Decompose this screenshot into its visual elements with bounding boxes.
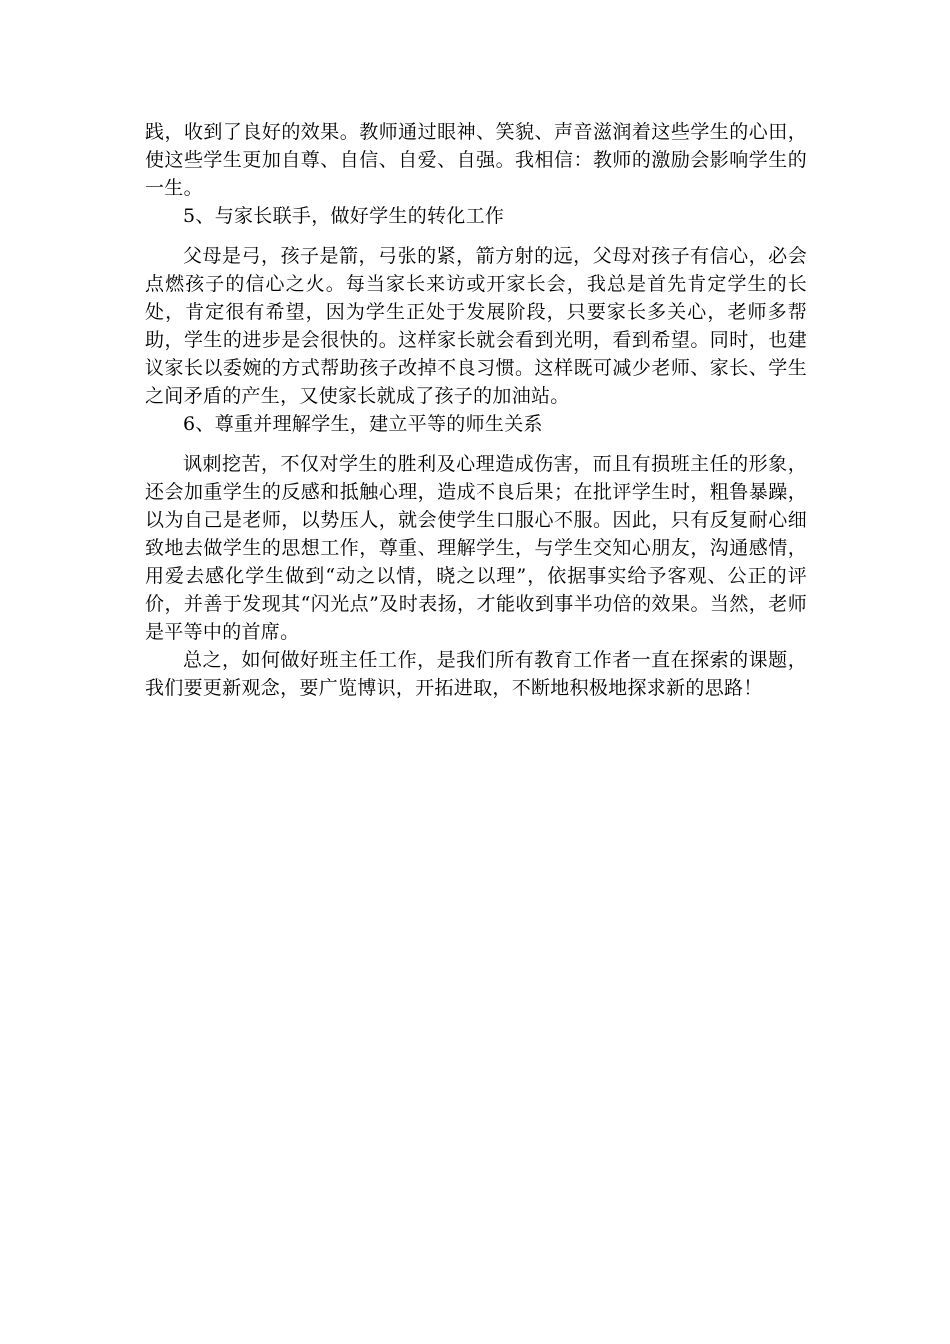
section-heading-6: 6、尊重并理解学生，建立平等的师生关系 [183, 413, 543, 435]
document-body [145, 118, 807, 702]
paragraph-summary: 总之，如何做好班主任工作，是我们所有教育工作者一直在探索的课题，我们要更新观念，要广览博识，开拓进取，不断地积极地探求新的思路！ [145, 649, 807, 699]
section-heading-5: 5、与家长联手，做好学生的转化工作 [183, 205, 505, 227]
paragraph-parents: 父母是弓，孩子是箭，弓张的紧，箭方射的远，父母对孩子有信心，必会点燃孩子的信心之火。每当家长来访或开家长会，我总是首先肯定学生的长处，肯定很有希望，因为学生正处于发展阶段，只要家长多关心，老师多帮助，学生的进步是会很快的。这样家长就会看到光明，看到希望。同时，也建议家长以委婉的方式帮助孩子改掉不良习惯。这样既可减少老师、家长、学生之间矛盾的产生，又使家长就成了孩子的加油站。 [145, 245, 807, 407]
paragraph-respect-students: 讽刺挖苦，不仅对学生的胜利及心理造成伤害，而且有损班主任的形象，还会加重学生的反感和抵触心理，造成不良后果；在批评学生时，粗鲁暴躁，以为自己是老师，以势压人，就会使学生口服心不服。因此，只有反复耐心细致地去做学生的思想工作，尊重、理解学生，与学生交知心朋友，沟通感情，用爱去感化学生做到“动之以情，晓之以理”，依据事实给予客观、公正的评价，并善于发现其“闪光点”及时表扬，才能收到事半功倍的效果。当然，老师是平等中的首席。 [145, 453, 807, 643]
paragraph-encouragement-conclusion: 践，收到了良好的效果。教师通过眼神、笑貌、声音滋润着这些学生的心田，使这些学生更加自尊、自信、自爱、自强。我相信：教师的激励会影响学生的一生。 [145, 121, 807, 199]
